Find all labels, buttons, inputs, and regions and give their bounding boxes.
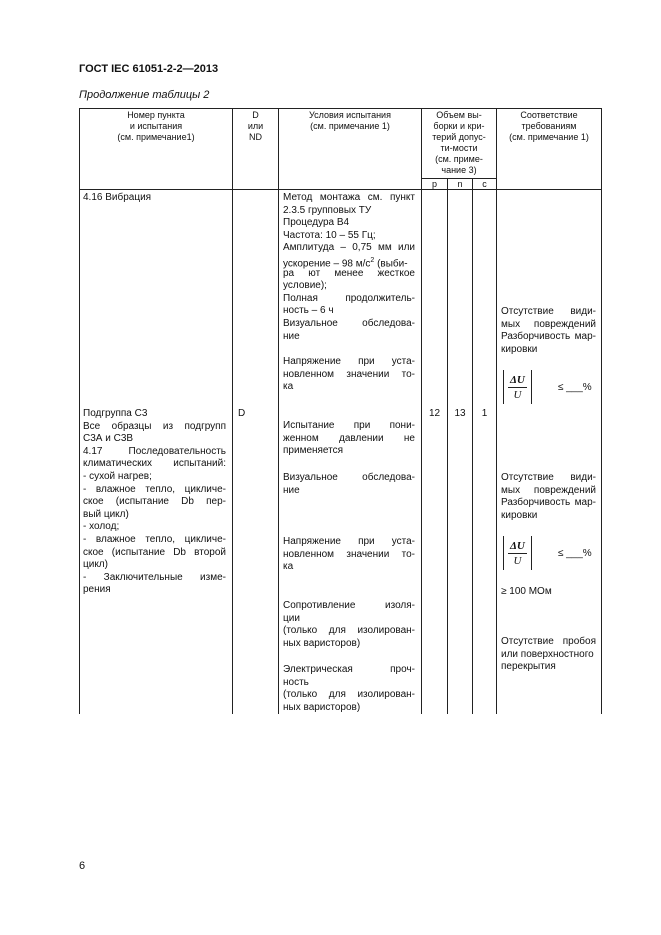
sample-c: 1 — [481, 408, 488, 419]
item-subgroup-c3: Подгруппа С3 Все образцы из подгрупп С3А и С3В 4.17 Последовательность климатических испытаний: - сухой нагрев; - влажное тепло, цикличе- ское (испытание Db пер- вый цикл) - холод; - влажное тепло, цикличе- ское (испытание Db второй цикл) - Заключительные изме- рения — [83, 408, 226, 596]
insulation-resistance-condition: Сопротивление изоля- ции (только для изолирован- ных варисторов) — [283, 600, 415, 649]
col-border-2 — [278, 108, 279, 714]
vibration-conditions: Метод монтажа см. пункт 2.3.5 групповых ТУ Процедура В4 Частота: 10 – 55 Гц; Амплитуда – 0,75 мм или ускорение – 98 $м/с^2$ (выби- ра ют менее жесткое условие); Полная продолжитель- ность – 6 ч Визуальное обследова- ние — [283, 192, 415, 342]
low-pressure-condition: Испытание при пони- женном давлении не применяется — [283, 420, 415, 457]
acceleration-line: ускорение – 98 $м/с^2$ (выби- — [283, 256, 408, 270]
voltage-condition-2: Напряжение при уста- новленном значении то- ка — [283, 536, 415, 573]
compliance-breakdown: Отсутствие пробоя или поверхностного перекрытия — [501, 636, 596, 673]
col-border-1 — [232, 108, 233, 714]
table-top-border — [79, 108, 601, 109]
table-caption: Продолжение таблицы 2 — [79, 89, 210, 101]
sample-n: 13 — [454, 408, 466, 419]
d-nd-value: D — [238, 408, 246, 419]
header-item-number: Номер пункта и испытания (см. примечание1) — [117, 110, 195, 142]
header-compliance: Соответствие требованиям (см. примечание 1) — [509, 110, 589, 142]
voltage-change-formula-1: $\frac{\Delta U}{U}$ ≤ ___% — [503, 370, 592, 404]
col-border-4 — [496, 108, 497, 714]
voltage-change-formula-2: $\frac{\Delta U}{U}$ ≤ ___% — [503, 536, 592, 570]
col-border-5 — [601, 108, 602, 714]
header-p: p — [431, 179, 437, 189]
dielectric-strength-condition: Электрическая проч- ность (только для изолирован- ных варисторов) — [283, 664, 415, 713]
page-number: 6 — [79, 860, 86, 872]
header-bottom-border — [79, 189, 601, 190]
document-title: ГОСТ IEC 61051-2-2—2013 — [79, 63, 219, 75]
insulation-requirement: ≥ 100 МОм — [501, 586, 552, 597]
compliance-visual-2: Отсутствие види- мых повреждений Разборчивость мар- кировки — [501, 472, 596, 521]
col-border-n — [472, 178, 473, 714]
col-border-0 — [79, 108, 80, 714]
item-vibration: 4.16 Вибрация — [83, 192, 152, 203]
header-sample-size: Объем вы- борки и кри- терий допус- ти-мости (см. приме- чание 3) — [432, 110, 486, 175]
sample-p: 12 — [428, 408, 441, 419]
header-test-conditions: Условия испытания (см. примечание 1) — [309, 110, 391, 131]
header-n: n — [457, 179, 463, 189]
visual-inspection-condition: Визуальное обследова- ние — [283, 472, 415, 496]
col-border-p — [447, 178, 448, 714]
header-d-nd: D или ND — [247, 110, 264, 142]
voltage-condition-1: Напряжение при уста- новленном значении то- ка — [283, 356, 415, 393]
header-c: c — [482, 179, 487, 189]
compliance-visual-1: Отсутствие види- мых повреждений Разборчивость мар- кировки — [501, 306, 596, 355]
